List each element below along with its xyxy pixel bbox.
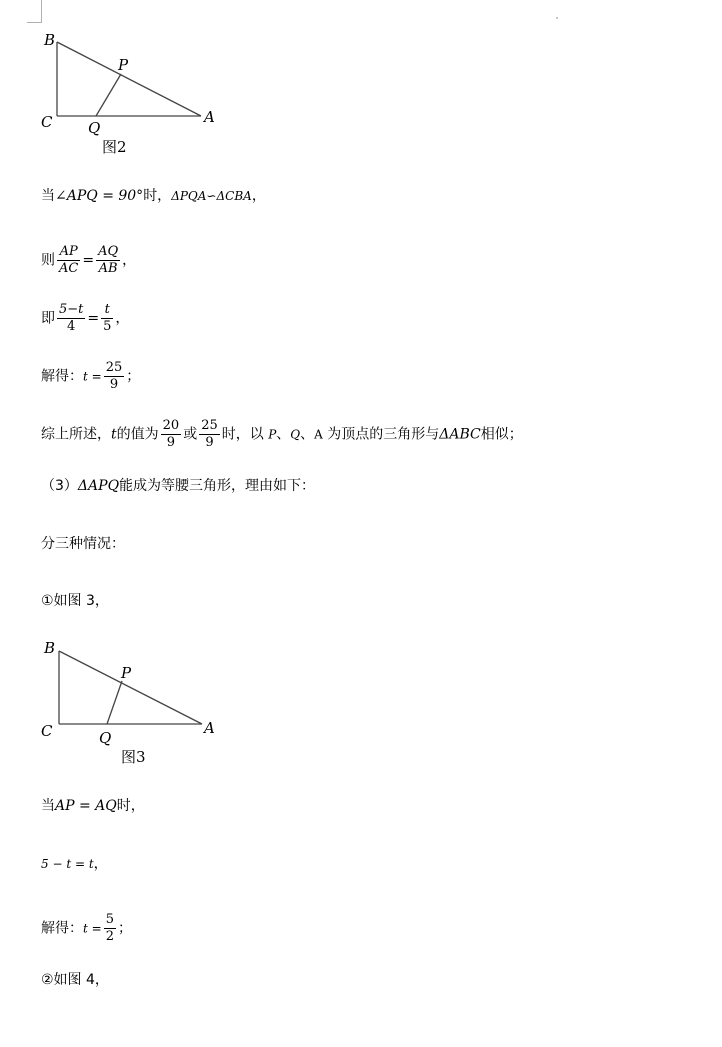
line-three-cases: 分三种情况： <box>41 536 125 552</box>
fig3-caption: 图3 <box>121 748 146 766</box>
figure-3-triangle-diagram <box>0 630 722 780</box>
line-angle-condition: 当∠APQ = 90°时，ΔPQA∽ΔCBA， <box>41 188 266 204</box>
fig3-label-q: Q <box>99 729 112 747</box>
fig2-label-c: C <box>41 113 53 131</box>
line-ratio-ap-ac: 则 $\frac{AP}{AC}$ = $\frac{AQ}{AB}$ ， <box>41 244 137 276</box>
fig2-label-q: Q <box>88 119 101 137</box>
line-ratio-substituted: 即 $\frac{5-t}{4}$ = $\frac{t}{5}$ ， <box>41 302 130 334</box>
fig2-caption: 图2 <box>102 138 127 156</box>
line-ap-equals-aq: 当AP = AQ时， <box>41 798 145 814</box>
line-summary: 综上所述，t的值为 $\frac{20}{9}$ 或 $\frac{25}{9}$ 时，以 P、Q、A 为顶点的三角形与ΔABC相似； <box>41 418 523 450</box>
line-solution-25-9: 解得：t = $\frac{25}{9}$ ； <box>41 360 141 392</box>
line-equation-5-minus-t: 5 − t = t， <box>41 856 108 872</box>
fig3-label-c: C <box>41 722 53 740</box>
fig2-label-b: B <box>44 31 56 49</box>
fig3-label-b: B <box>44 639 56 657</box>
fig3-label-a: A <box>204 719 215 737</box>
fig2-label-a: A <box>204 108 215 126</box>
fig2-label-p: P <box>118 56 129 74</box>
line-solution-5-2: 解得：t = $\frac{5}{2}$ ； <box>41 912 132 944</box>
fig3-label-p: P <box>121 664 132 682</box>
line-case-2-heading: ②如图 4， <box>41 972 109 988</box>
line-part-3-intro: （3）ΔAPQ能成为等腰三角形，理由如下： <box>41 478 316 494</box>
figure-2-triangle-diagram <box>0 0 722 160</box>
line-case-1-heading: ①如图 3， <box>41 593 109 609</box>
